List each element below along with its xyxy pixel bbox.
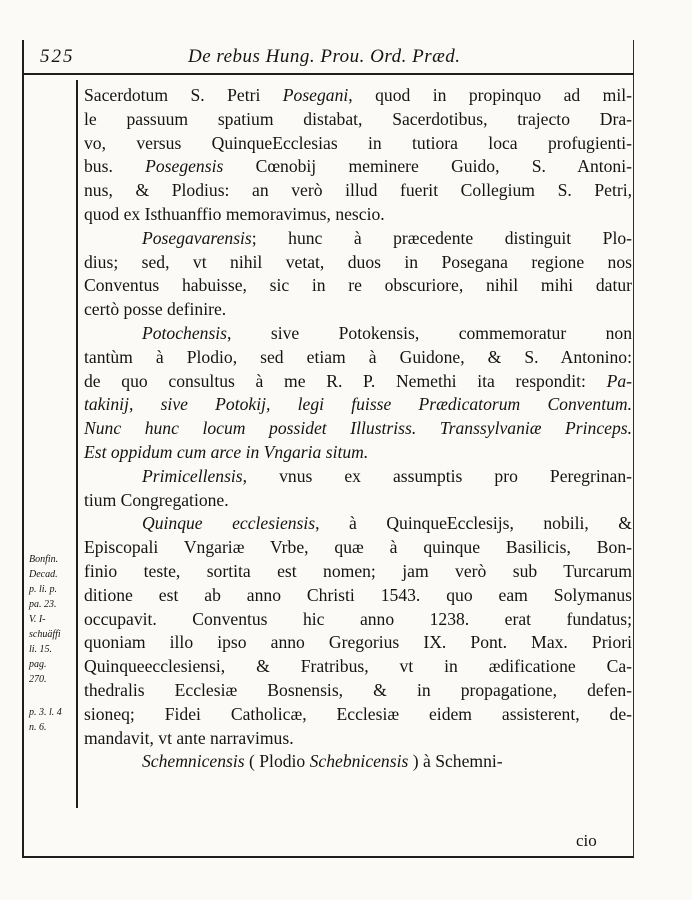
italic-text: Nunc hunc locum possidet Illustriss. Transsylvaniæ Princeps. (84, 418, 632, 439)
italic-text: Schemnicensis (142, 751, 245, 772)
margin-note-line: pa. 23. (29, 599, 57, 610)
text-line (84, 393, 632, 417)
roman-text: le passuum spatium distabat, Sacerdotibus, trajecto Dra- (84, 108, 632, 129)
roman-text: Conventus habuisse, sic in re obscuriore, nihil mihi datur (84, 275, 632, 296)
text-line (84, 631, 632, 655)
roman-text: Quinqueecclesiensi, & Fratribus, vt in ædificatione Ca- (84, 656, 632, 677)
roman-text: Episcopali Vngariæ Vrbe, quæ à quinque Basilicis, Bon- (84, 537, 632, 558)
text-line (84, 536, 632, 560)
roman-text: occupavit. Conventus hic anno 1238. erat fundatus; (84, 608, 632, 629)
roman-text: , à QuinqueEcclesijs, nobili, & (315, 513, 632, 534)
text-line (84, 727, 632, 751)
text-line (84, 179, 632, 203)
roman-text: sioneq; Fidei Catholicæ, Ecclesiæ eidem assisterent, de- (84, 703, 632, 724)
roman-text: quod ex Isthuanffio memoravimus, nescio. (84, 203, 385, 224)
text-line (84, 203, 632, 227)
roman-text: dius; sed, vt nihil vetat, duos in Posegana regione nos (84, 251, 632, 272)
roman-text: certò posse definire. (84, 299, 227, 320)
text-line (84, 84, 632, 108)
text-line (84, 227, 632, 251)
roman-text: , quod in propinquo ad mil- (348, 85, 632, 105)
roman-text: ; hunc à præcedente distinguit Plo- (251, 227, 632, 248)
roman-text: , vnus ex assumptis pro Peregrinan- (242, 465, 632, 486)
text-line (84, 512, 632, 536)
text-line (84, 417, 632, 441)
text-line (84, 441, 632, 465)
column-rule (76, 80, 78, 808)
roman-text: ( Plodio (244, 751, 310, 772)
italic-text: Potochensis (142, 322, 228, 343)
margin-note-line: schuäffi (29, 629, 61, 640)
italic-text: Posegensis (145, 156, 224, 177)
text-line (84, 489, 632, 513)
margin-notes (29, 552, 71, 735)
text-line (84, 132, 632, 156)
text-line (84, 584, 632, 608)
text-line (84, 465, 632, 489)
roman-text: nus, & Plodius: an verò illud fuerit Collegium S. Petri, (84, 180, 632, 201)
roman-text: bus. (84, 156, 146, 177)
roman-text: vo, versus QuinqueEcclesias in tutiora loca profugienti- (84, 132, 632, 153)
roman-text: Sacerdotum S. Petri (84, 85, 283, 105)
italic-text: Posegavarensis (142, 227, 252, 248)
margin-note-line: Decad. (29, 569, 58, 580)
roman-text: finio teste, sortita est nomen; jam verò sub Turcarum (84, 560, 632, 581)
text-line (84, 346, 632, 370)
margin-note-citation (29, 552, 71, 687)
margin-note-line: V. I- (29, 614, 46, 625)
italic-text: takinij, sive Potokij, legi fuisse Prædicatorum Conventum. (84, 394, 632, 415)
roman-text: ) à Schemni- (408, 751, 503, 772)
margin-note-line: Bonfin. (29, 554, 59, 565)
margin-note-line: n. 6. (29, 722, 47, 733)
roman-text: Cœnobij meminere Guido, S. Antoni- (223, 156, 632, 177)
text-line (84, 703, 632, 727)
page-number: 525 (40, 46, 75, 67)
text-line (84, 155, 632, 179)
text-line (84, 608, 632, 632)
roman-text: de quo consultus à me R. P. Nemethi ita respondit: (84, 370, 607, 391)
text-line (84, 750, 632, 774)
text-line (84, 655, 632, 679)
margin-note-reference (29, 705, 71, 735)
page-title: De rebus Hung. Prou. Ord. Præd. (188, 46, 461, 67)
roman-text: tantùm à Plodio, sed etiam à Guidone, & S. Antonino: (84, 346, 632, 367)
text-line (84, 370, 632, 394)
text-line (84, 560, 632, 584)
roman-text: thedralis Ecclesiæ Bosnensis, & in propagatione, defen- (84, 679, 632, 700)
italic-text: Est oppidum cum arce in Vngaria situm. (84, 441, 369, 462)
margin-note-line: p. li. p. (29, 584, 58, 595)
italic-text: Quinque ecclesiensis (142, 513, 316, 534)
roman-text: ditione est ab anno Christi 1543. quo eam Solymanus (84, 584, 632, 605)
text-line (84, 322, 632, 346)
margin-note-line: pag. (29, 659, 47, 670)
text-line (84, 274, 632, 298)
italic-text: Pa- (606, 370, 632, 391)
text-line (84, 298, 632, 322)
running-head (40, 46, 600, 74)
margin-note-line: li. 15. (29, 644, 53, 655)
roman-text: , sive Potokensis, commemoratur non (227, 322, 632, 343)
text-line (84, 108, 632, 132)
margin-note-line: 270. (29, 674, 47, 685)
catchword: cio (576, 831, 597, 850)
margin-note-line: p. 3. l. 4 (29, 707, 62, 718)
text-line (84, 251, 632, 275)
italic-text: Primicellensis (142, 465, 243, 486)
roman-text: quoniam illo ipso anno Gregorius IX. Pont. Max. Priori (84, 632, 632, 653)
italic-text: Schebnicensis (309, 751, 409, 772)
italic-text: Posegani (282, 85, 349, 105)
roman-text: mandavit, vt ante narravimus. (84, 727, 294, 748)
text-line (84, 679, 632, 703)
body-text (84, 84, 632, 774)
roman-text: tium Congregatione. (84, 489, 229, 510)
